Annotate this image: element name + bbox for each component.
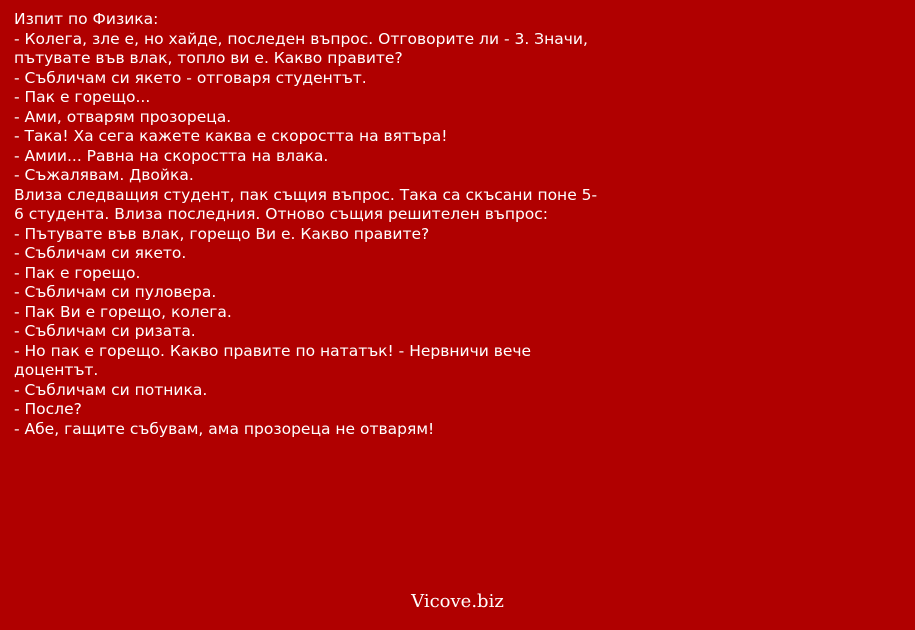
joke-line: - Събличам си пуловера. (14, 283, 217, 301)
joke-line: - Така! Ха сега кажете каква е скоростта на вятъра! (14, 127, 448, 145)
joke-line: - Амии... Равна на скоростта на влака. (14, 146, 329, 165)
joke-line: - Пак е горещо. (14, 263, 141, 282)
joke-line: - Но пак е горещо. Какво правите по нататък! - Нервничи вече доцентът. (14, 341, 532, 379)
joke-line: - Пътувате във влак, горещо Ви е. Какво правите? (14, 224, 430, 243)
joke-line: - Събличам си потника. (14, 380, 208, 399)
joke-line: - Пак е горещо... (14, 88, 151, 106)
joke-line: - Пак Ви е горещо, колега. (14, 302, 232, 321)
joke-line: - Събличам си якето - отговаря студентът. (14, 68, 367, 87)
joke-line: - После? (14, 400, 82, 418)
joke-text (14, 10, 604, 439)
joke-line: - Събличам си якето. (14, 244, 187, 262)
joke-line: - Събличам си ризата. (14, 322, 196, 340)
joke-line: Влиза следващия студент, пак същия въпрос. Така са скъсани поне 5-6 студента. Влиза последния. Отново същия решителен въпрос: (14, 185, 598, 223)
joke-title: Изпит по Физика: (14, 10, 159, 28)
watermark: Vicove.biz (411, 591, 504, 612)
joke-line: - Ами, отварям прозореца. (14, 107, 232, 126)
joke-line: - Абе, гащите събувам, ама прозореца не отварям! (14, 419, 435, 438)
joke-line: - Колега, зле е, но хайде, последен въпрос. Отговорите ли - 3. Значи, пътувате във влак, топло ви е. Какво правите? (14, 29, 588, 67)
joke-line: - Съжалявам. Двойка. (14, 166, 194, 184)
